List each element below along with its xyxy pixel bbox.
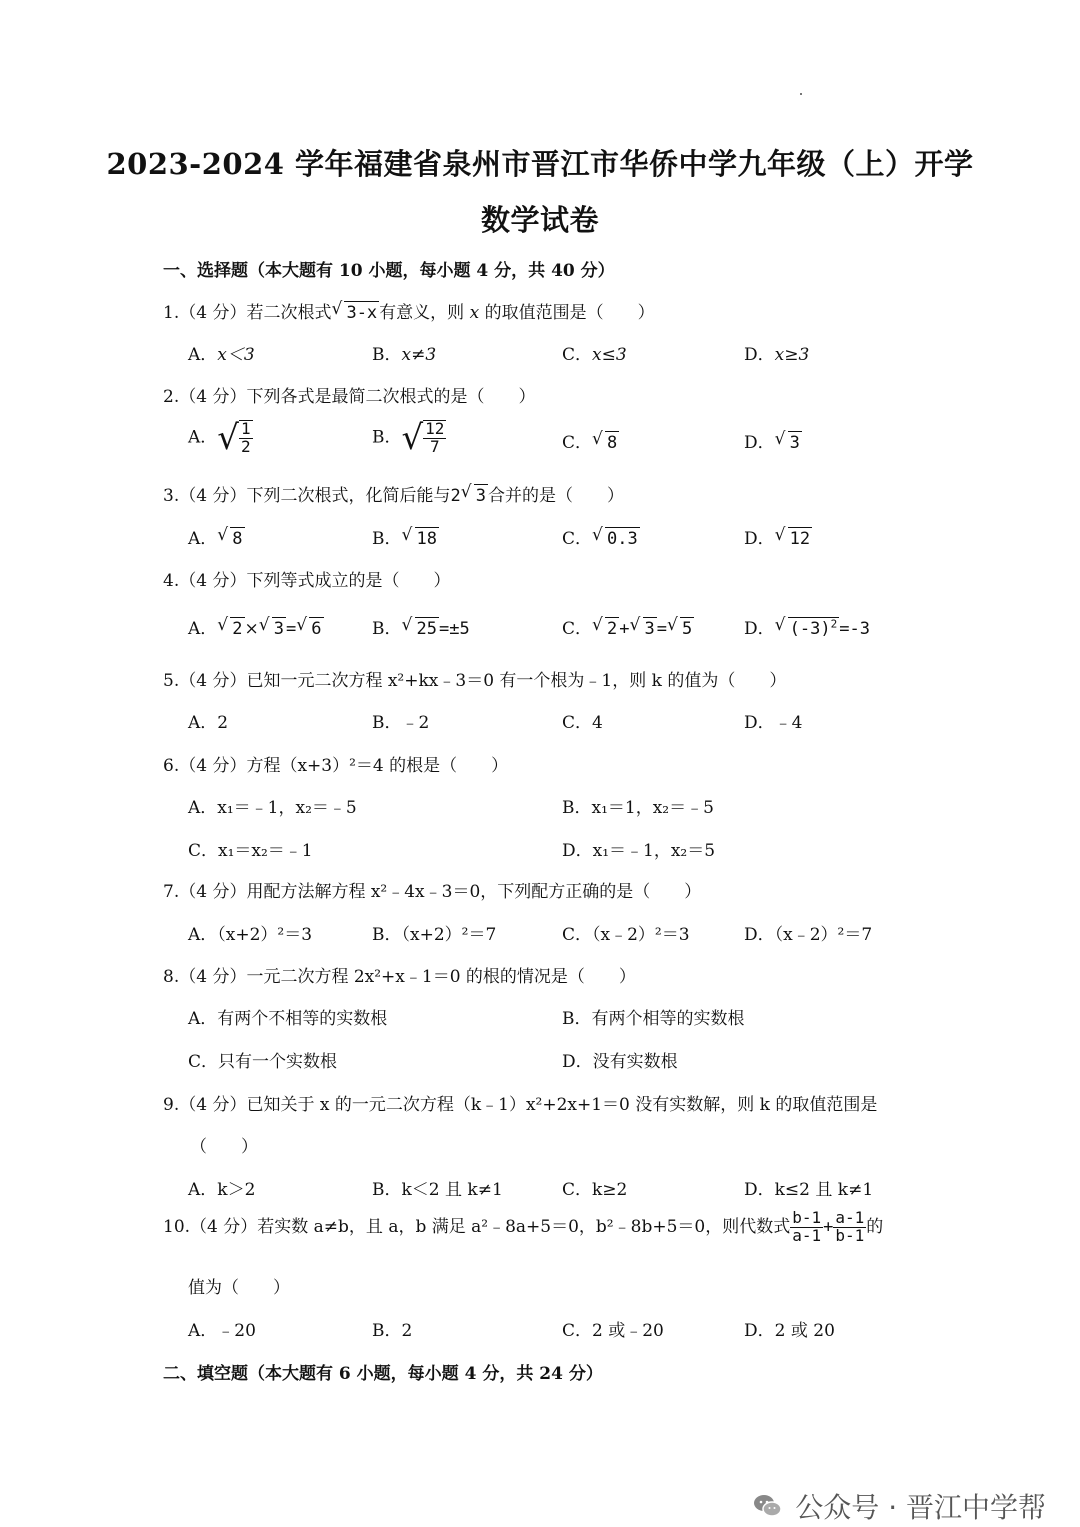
q6-option-d: D．x₁＝﹣1，x₂＝5 (562, 841, 716, 861)
question-10: 10.（4 分）若实数 a≠b，且 a，b 满足 a²﹣8a+5＝0，b²﹣8b+5＝0，则代数式 $\frac{b-1}{a-1}$ + $\frac{a-1}{b-1}$ 的 (163, 1208, 884, 1245)
speck (800, 93, 802, 95)
watermark (753, 1486, 1046, 1526)
question-7: 7.（4 分）用配方法解方程 x²﹣4x﹣3＝0，下列配方正确的是（ ） (163, 882, 702, 902)
q1-option-a: A．x＜3 (188, 345, 255, 365)
question-4: 4.（4 分）下列等式成立的是（ ） (163, 571, 451, 591)
question-1: 1.（4 分）若二次根式 √ 3-x 有意义，则 x 的取值范围是（ ） (163, 299, 655, 323)
q8-option-a: A．有两个不相等的实数根 (188, 1009, 388, 1029)
q10-option-c: C．2 或﹣20 (562, 1321, 664, 1341)
q8-option-d: D．没有实数根 (562, 1052, 678, 1072)
question-10-continued: 值为（ ） (188, 1278, 290, 1298)
section-heading-fill: 二、填空题（本大题有 6 小题，每小题 4 分，共 24 分） (163, 1364, 603, 1384)
section-heading-choice: 一、选择题（本大题有 10 小题，每小题 4 分，共 40 分） (163, 261, 615, 281)
q4-option-a: A． √ 2 × √ 3 = √ 6 (188, 615, 322, 639)
q4-option-b: B． √ 25 =±5 (372, 615, 470, 639)
q4-option-d: D． √ $(-3)^2 =-3$ (744, 615, 870, 639)
q3-option-d: D． √ 12 (744, 525, 811, 549)
question-6: 6.（4 分）方程（x+3）²＝4 的根是（ ） (163, 756, 509, 776)
question-2: 2.（4 分）下列各式是最简二次根式的是（ ） (163, 387, 536, 407)
question-9-continued: （ ） (190, 1137, 258, 1157)
q9-option-d: D．k≤2 且 k≠1 (744, 1180, 874, 1200)
exam-title-line2: 数学试卷 (480, 203, 599, 237)
question-3: 3.（4 分）下列二次根式，化简后能与2 √ 3 合并的是（ ） (163, 482, 624, 506)
q10-option-d: D．2 或 20 (744, 1321, 835, 1341)
q9-option-a: A．k＞2 (188, 1180, 256, 1200)
q10-option-b: B．2 (372, 1321, 413, 1341)
q7-option-b: B．（x+2）²＝7 (372, 925, 497, 945)
wechat-icon (753, 1493, 783, 1519)
q7-option-a: A．（x+2）²＝3 (188, 925, 313, 945)
question-9: 9.（4 分）已知关于 x 的一元二次方程（k﹣1）x²+2x+1＝0 没有实数解，则 k 的取值范围是 (163, 1095, 878, 1115)
q6-option-c: C．x₁＝x₂＝﹣1 (188, 841, 313, 861)
q5-option-d: D．﹣4 (744, 713, 803, 733)
q2-option-b: B．√ $\frac{12}{7}$ (372, 418, 445, 458)
q7-option-c: C．（x﹣2）²＝3 (562, 925, 690, 945)
q5-option-c: C．4 (562, 713, 603, 733)
exam-title-line1: 2023-2024 学年福建省泉州市晋江市华侨中学九年级（上）开学 (106, 147, 974, 181)
q9-option-b: B．k＜2 且 k≠1 (372, 1180, 503, 1200)
question-8: 8.（4 分）一元二次方程 2x²+x﹣1＝0 的根的情况是（ ） (163, 967, 636, 987)
q4-option-c: C． √ 2 + √ 3 = √ 5 (562, 615, 693, 639)
q1-option-b: B．x≠3 (372, 345, 437, 365)
q7-option-d: D．（x﹣2）²＝7 (744, 925, 873, 945)
q2-option-c: C． √ 8 (562, 429, 618, 453)
q9-option-c: C．k≥2 (562, 1180, 628, 1200)
q1-option-d: D．x≥3 (744, 345, 810, 365)
q3-option-a: A． √ 8 (188, 525, 243, 549)
q6-option-a: A．x₁＝﹣1，x₂＝﹣5 (188, 798, 357, 818)
watermark-text: 公众号 · 晋江中学帮 (795, 1491, 1046, 1524)
q5-option-b: B．﹣2 (372, 713, 430, 733)
q3-option-b: B． √ 18 (372, 525, 437, 549)
q2-option-a: A．√ $\frac{1}{2}$ (188, 418, 251, 458)
q5-option-a: A．2 (188, 713, 229, 733)
q3-option-c: C． √ 0.3 (562, 525, 638, 549)
q8-option-b: B．有两个相等的实数根 (562, 1009, 745, 1029)
q8-option-c: C．只有一个实数根 (188, 1052, 338, 1072)
q6-option-b: B．x₁＝1，x₂＝﹣5 (562, 798, 714, 818)
radical: √ 3-x (331, 299, 378, 323)
q10-option-a: A．﹣20 (188, 1321, 256, 1341)
q1-option-c: C．x≤3 (562, 345, 627, 365)
q2-option-d: D． √ 3 (744, 429, 800, 453)
question-5: 5.（4 分）已知一元二次方程 x²+kx﹣3＝0 有一个根为﹣1，则 k 的值为（ ） (163, 671, 787, 691)
